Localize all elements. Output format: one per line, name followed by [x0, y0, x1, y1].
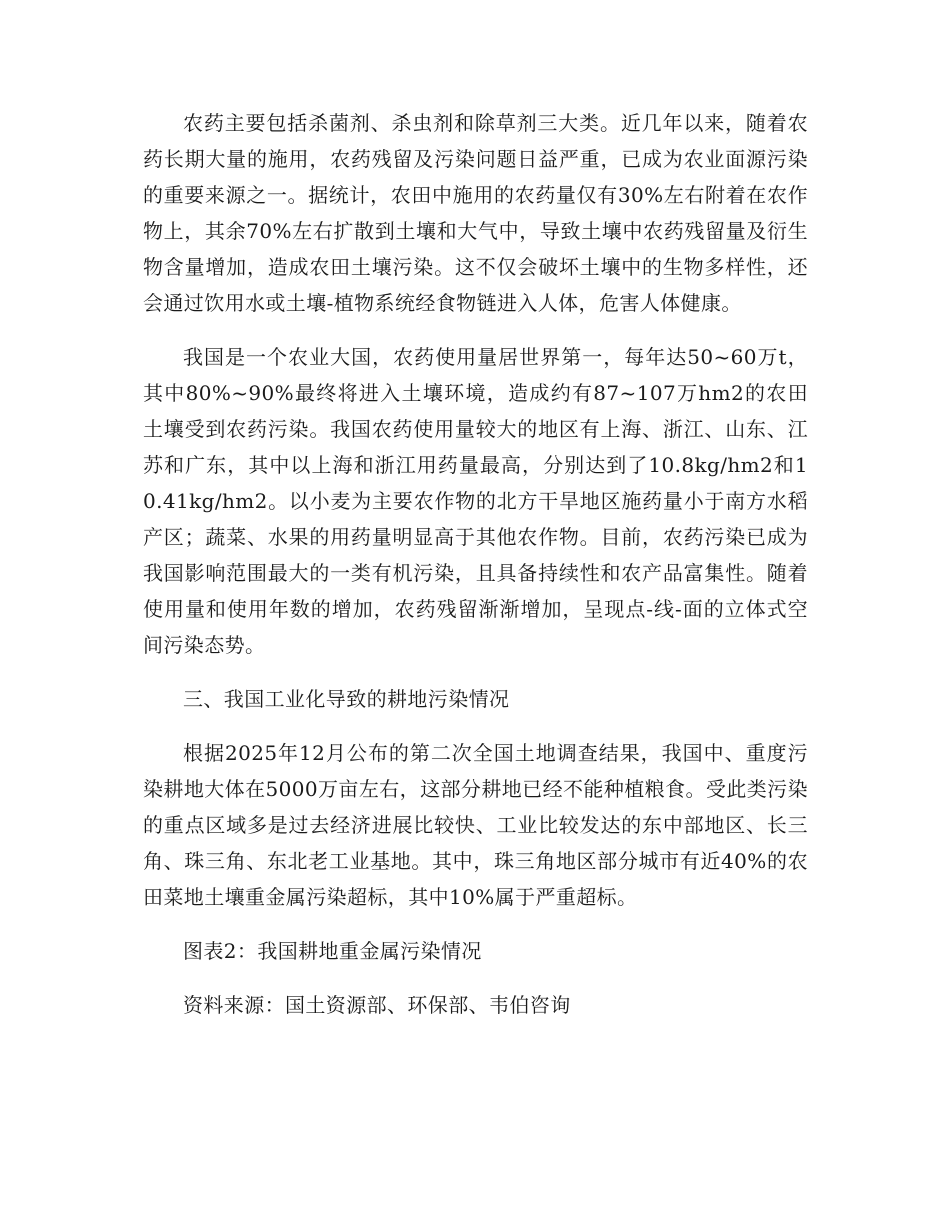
- paragraph-pesticide-usage: 我国是一个农业大国，农药使用量居世界第一，每年达50~60万t，其中80%~90%最终将进入土壤环境，造成约有87~107万hm2的农田土壤受到农药污染。我国农药使用量较大的地区有上海、浙江、山东、江苏和广东，其中以上海和浙江用药量最高，分别达到了10.8kg/hm2和10.41kg/hm2。以小麦为主要农作物的北方干旱地区施药量小于南方水稻产区；蔬菜、水果的用药量明显高于其他农作物。目前，农药污染已成为我国影响范围最大的一类有机污染，且具备持续性和农产品富集性。随着使用量和使用年数的增加，农药残留渐渐增加，呈现点-线-面的立体式空间污染态势。: [143, 345, 808, 657]
- figure-caption: 图表2：我国耕地重金属污染情况: [183, 939, 482, 963]
- paragraph-industrial-pollution: 根据2025年12月公布的第二次全国土地调查结果，我国中、重度污染耕地大体在5000万亩左右，这部分耕地已经不能种植粮食。受此类污染的重点区域多是过去经济进展比较快、工业比较发达的东中部地区、长三角、珠三角、东北老工业基地。其中，珠三角地区部分城市有近40%的农田菜地土壤重金属污染超标，其中10%属于严重超标。: [143, 741, 808, 909]
- source-note: 资料来源：国土资源部、环保部、韦伯咨询: [183, 993, 571, 1017]
- section-heading: 三、我国工业化导致的耕地污染情况: [183, 687, 510, 711]
- paragraph-pesticide-types: 农药主要包括杀菌剂、杀虫剂和除草剂三大类。近几年以来，随着农药长期大量的施用，农药残留及污染问题日益严重，已成为农业面源污染的重要来源之一。据统计，农田中施用的农药量仅有30%左右附着在农作物上，其余70%左右扩散到土壤和大气中，导致土壤中农药残留量及衍生物含量增加，造成农田土壤污染。这不仅会破坏土壤中的生物多样性，还会通过饮用水或土壤-植物系统经食物链进入人体，危害人体健康。: [143, 111, 808, 315]
- document-body: [143, 105, 808, 1041]
